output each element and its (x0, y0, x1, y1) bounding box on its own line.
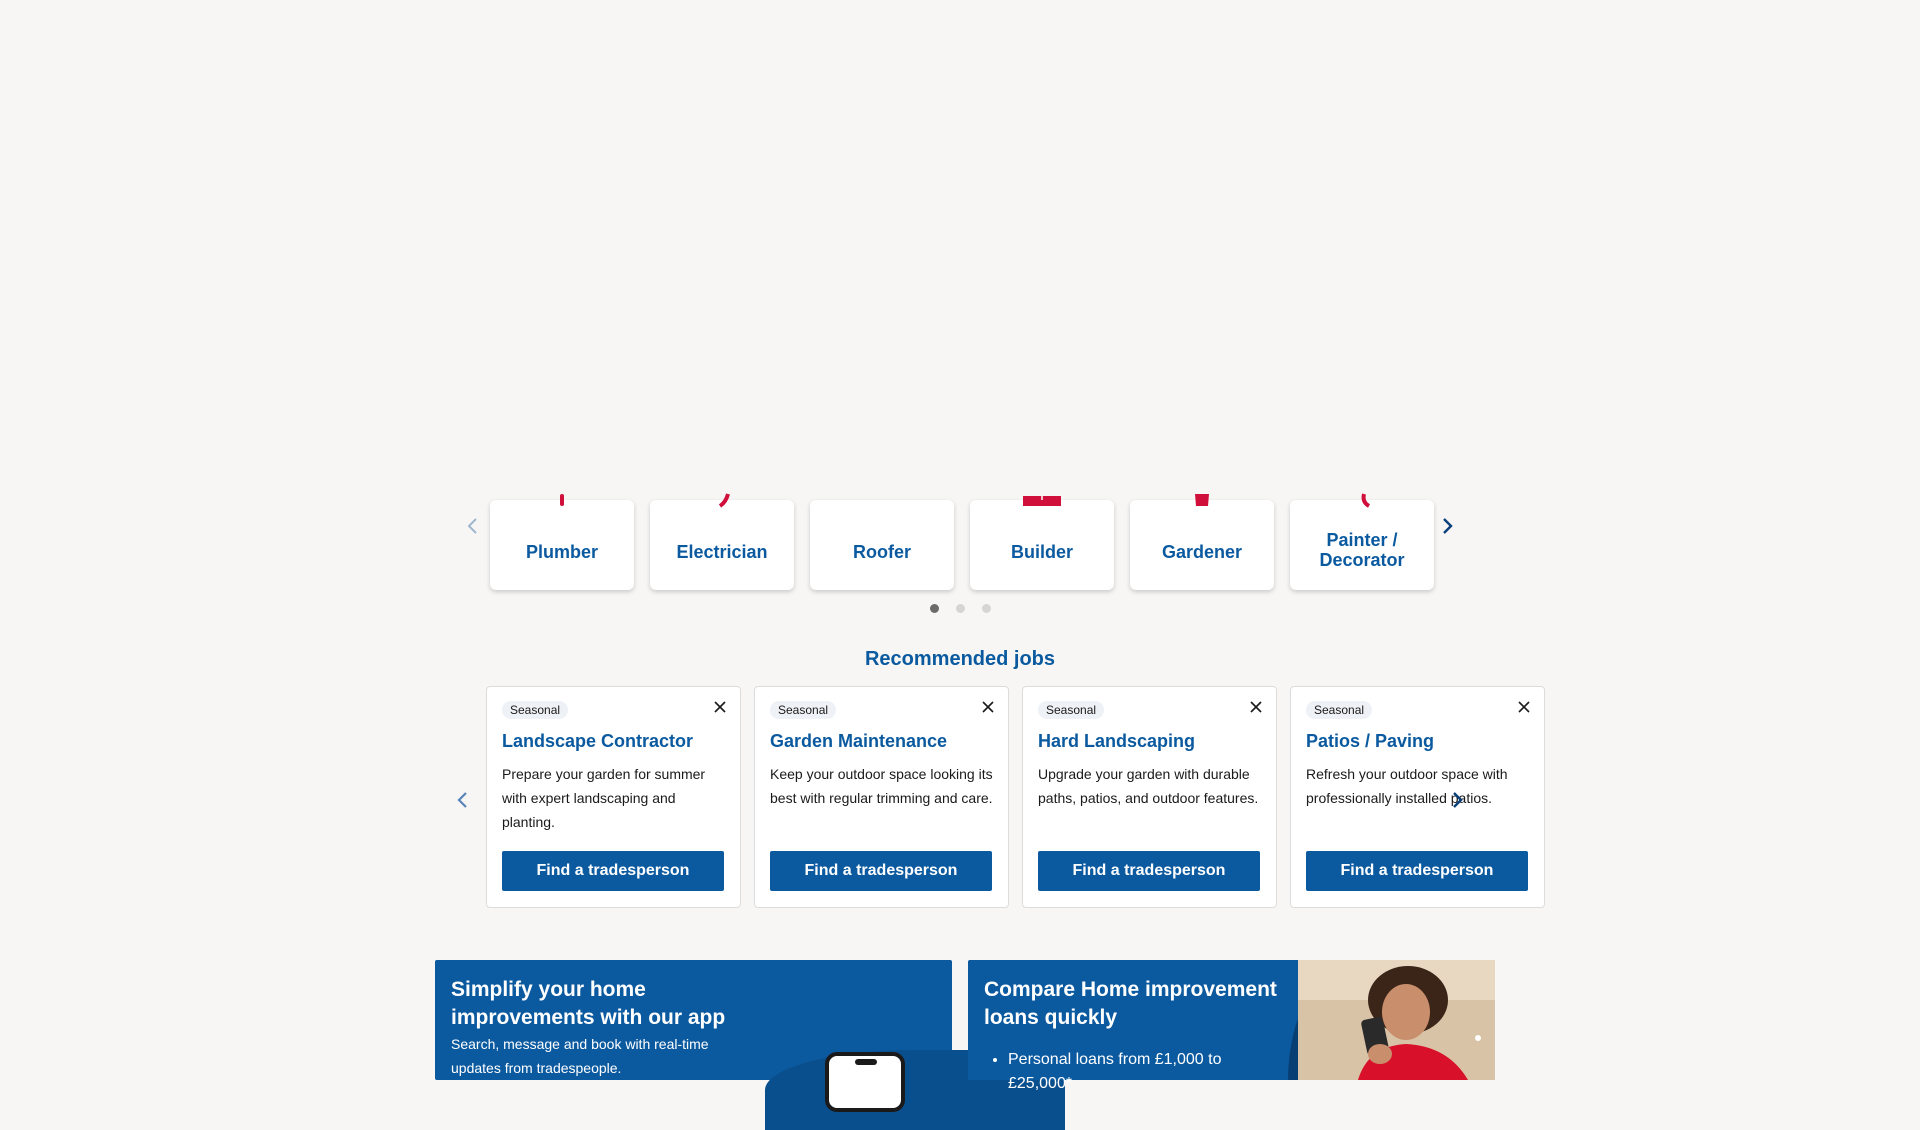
trade-card-painter-decorator[interactable] (1290, 500, 1434, 590)
phone-notch (855, 1059, 877, 1065)
find-tradesperson-button[interactable]: Find a tradesperson (1306, 851, 1528, 891)
trade-track (490, 500, 1440, 600)
job-title: Hard Landscaping (1038, 731, 1196, 751)
find-tradesperson-button[interactable]: Find a tradesperson (770, 851, 992, 891)
trade-viewport (490, 500, 1440, 590)
trade-prev-arrow[interactable] (460, 514, 484, 538)
pagination-dot-2[interactable] (956, 604, 965, 613)
trade-label: Gardener (1161, 542, 1243, 562)
jobs-track (486, 686, 1508, 908)
loans-promo-banner[interactable] (968, 960, 1485, 1092)
close-icon[interactable] (1248, 699, 1264, 715)
job-card (1290, 686, 1545, 908)
app-promo-banner[interactable] (435, 960, 952, 1080)
seasonal-badge: Seasonal (1038, 701, 1104, 719)
trade-label: Painter / Decorator (1319, 530, 1405, 570)
jobs-prev-arrow[interactable] (450, 788, 474, 812)
pagination-dot-3[interactable] (982, 604, 991, 613)
brick-icon (1022, 494, 1062, 508)
trade-card-plumber[interactable] (490, 500, 634, 590)
pagination-dot-1[interactable] (930, 604, 939, 613)
plant-icon (1182, 494, 1222, 508)
close-icon[interactable] (1516, 699, 1532, 715)
phone-icon (825, 1052, 905, 1112)
trade-label: Roofer (853, 542, 911, 562)
photo-illustration (1298, 960, 1495, 1080)
trade-card-builder[interactable] (970, 500, 1114, 590)
chevron-left-icon (456, 791, 468, 809)
jobs-next-arrow[interactable] (1446, 788, 1470, 812)
trade-carousel (460, 490, 1460, 620)
recommended-jobs-title: Recommended jobs (864, 648, 1056, 670)
chevron-left-icon (466, 517, 478, 535)
wrench-icon (542, 494, 582, 508)
chevron-right-icon (1452, 791, 1464, 809)
job-description: Upgrade your garden with durable paths, patios, and outdoor features. (1038, 766, 1259, 806)
trade-label: Builder (1010, 542, 1073, 562)
job-card (486, 686, 741, 908)
seasonal-badge: Seasonal (770, 701, 836, 719)
close-icon[interactable] (980, 699, 996, 715)
job-title: Landscape Contractor (502, 731, 694, 751)
chevron-right-icon (1442, 517, 1454, 535)
loans-bullet-list (1008, 1048, 1248, 1096)
job-title: Patios / Paving (1306, 731, 1435, 751)
job-description: Refresh your outdoor space with professionally installed patios. (1306, 766, 1508, 806)
seasonal-badge: Seasonal (1306, 701, 1372, 719)
find-tradesperson-button[interactable]: Find a tradesperson (502, 851, 724, 891)
trade-label: Plumber (525, 542, 599, 562)
loans-promo-title: Compare Home improvement loans quickly (984, 978, 1277, 1029)
jobs-carousel (450, 686, 1508, 908)
app-promo-title: Simplify your home improvements with our app (451, 978, 726, 1029)
trade-card-gardener[interactable] (1130, 500, 1274, 590)
trade-label: Electrician (676, 542, 768, 562)
app-promo-text: Search, message and book with real-time updates from tradespeople. (451, 1036, 709, 1076)
seasonal-badge: Seasonal (502, 701, 568, 719)
trade-next-arrow[interactable] (1436, 514, 1460, 538)
job-description: Prepare your garden for summer with expert landscaping and planting. (502, 766, 706, 830)
jobs-viewport (486, 686, 1508, 908)
job-title: Garden Maintenance (770, 731, 948, 751)
find-tradesperson-button[interactable]: Find a tradesperson (1038, 851, 1260, 891)
plug-icon (702, 494, 742, 508)
job-card (1022, 686, 1277, 908)
paint-roller-icon (1342, 494, 1382, 508)
close-icon[interactable] (712, 699, 728, 715)
job-description: Keep your outdoor space looking its best with regular trimming and care. (770, 766, 993, 806)
woman-with-phone-image (1288, 960, 1485, 1080)
trade-card-roofer[interactable] (810, 500, 954, 590)
loans-bullet: • Personal loans from £1,000 to £25,000* (1008, 1048, 1248, 1096)
carousel-pagination (930, 604, 991, 613)
trade-card-electrician[interactable] (650, 500, 794, 590)
job-card (754, 686, 1009, 908)
